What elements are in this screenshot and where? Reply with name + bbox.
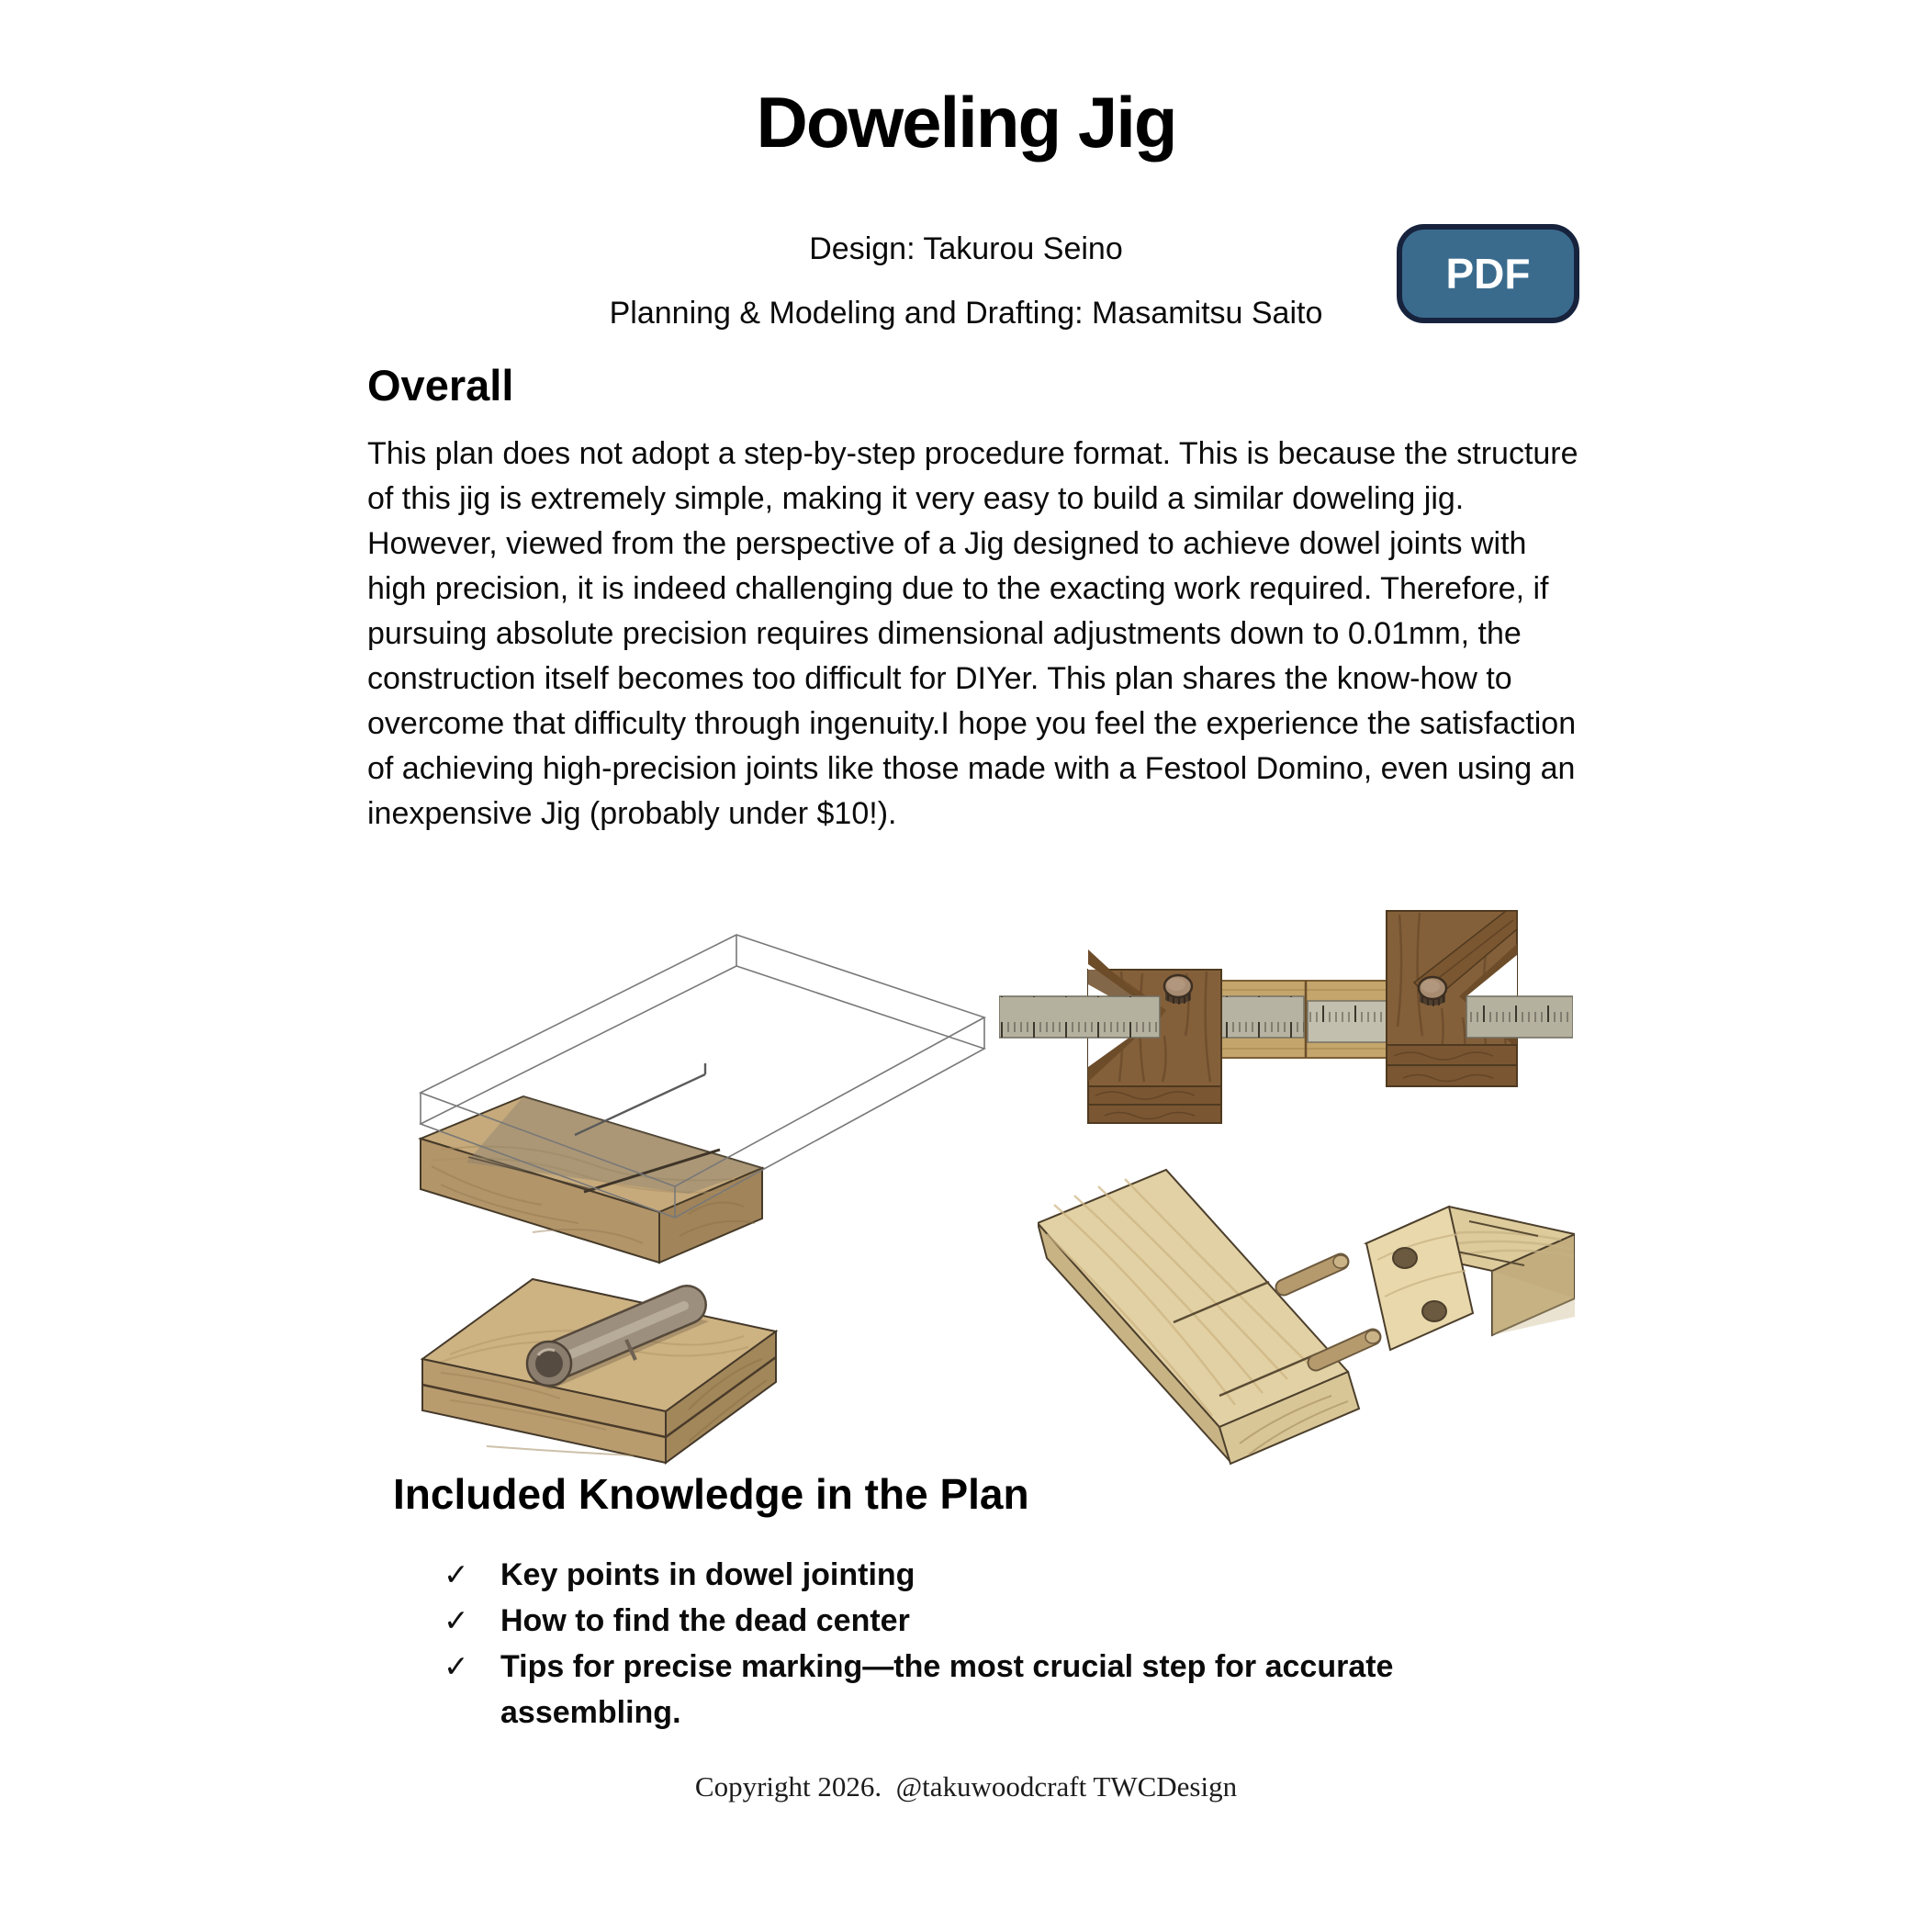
copyright-footer: Copyright 2026. @takuwoodcraft TWCDesign	[694, 1770, 1238, 1803]
pdf-download-button[interactable]: PDF	[1397, 224, 1579, 323]
two-boards-with-dowel-pins-image	[1038, 1159, 1575, 1471]
twin-notched-blocks-on-ruler-image	[999, 898, 1573, 1137]
figure-exploded-marking-plate	[413, 920, 1001, 1269]
figure-dowel-joint	[1038, 1159, 1575, 1471]
right-board	[1366, 1207, 1575, 1350]
list-item-label: Tips for precise marking—the most crucial step for accurate assembling.	[500, 1649, 1394, 1730]
right-knob	[1419, 977, 1446, 1006]
list-item-label: Key points in dowel jointing	[500, 1557, 915, 1592]
knowledge-checklist	[444, 1552, 1527, 1735]
list-item	[444, 1598, 1527, 1644]
list-item	[444, 1552, 1527, 1598]
credit-drafting: Planning & Modeling and Drafting: Masamitsu Saito	[609, 296, 1323, 331]
left-knob	[1164, 975, 1192, 1005]
page-title: Doweling Jig	[756, 82, 1176, 163]
overall-paragraph: This plan does not adopt a step-by-step procedure format. This is because the structure of this jig is extremely simple, making it very easy to build a similar doweling jig. However, viewed from the perspective of a Jig designed to achieve dowel joints with high precision, it is indeed challenging due to the exacting work required. Therefore, if pursuing absolute precision requires dimensional adjustments down to 0.01mm, the construction itself becomes too difficult for DIYer. This plan shares the know-how to overcome that difficulty through ingenuity.I hope you feel the experience the satisfaction of achieving high-precision joints like those made with a Festool Domino, even using an inexpensive Jig (probably under $10!).	[367, 436, 1578, 831]
figure-drill-guide-sleeve	[395, 1272, 895, 1469]
check-icon: ✓	[444, 1557, 469, 1591]
check-icon: ✓	[444, 1649, 469, 1683]
overall-heading: Overall	[367, 361, 514, 410]
check-icon: ✓	[444, 1603, 469, 1637]
knowledge-heading: Included Knowledge in the Plan	[393, 1470, 1029, 1518]
left-board	[1038, 1170, 1359, 1464]
figure-center-marking-jig	[999, 898, 1573, 1137]
credit-design: Design: Takurou Seino	[809, 231, 1123, 266]
metal-sleeve-in-groove-image	[395, 1272, 895, 1469]
list-item	[444, 1644, 1527, 1735]
wireframe-panel-over-wood-block-image	[413, 920, 1001, 1269]
list-item-label: How to find the dead center	[500, 1603, 910, 1638]
